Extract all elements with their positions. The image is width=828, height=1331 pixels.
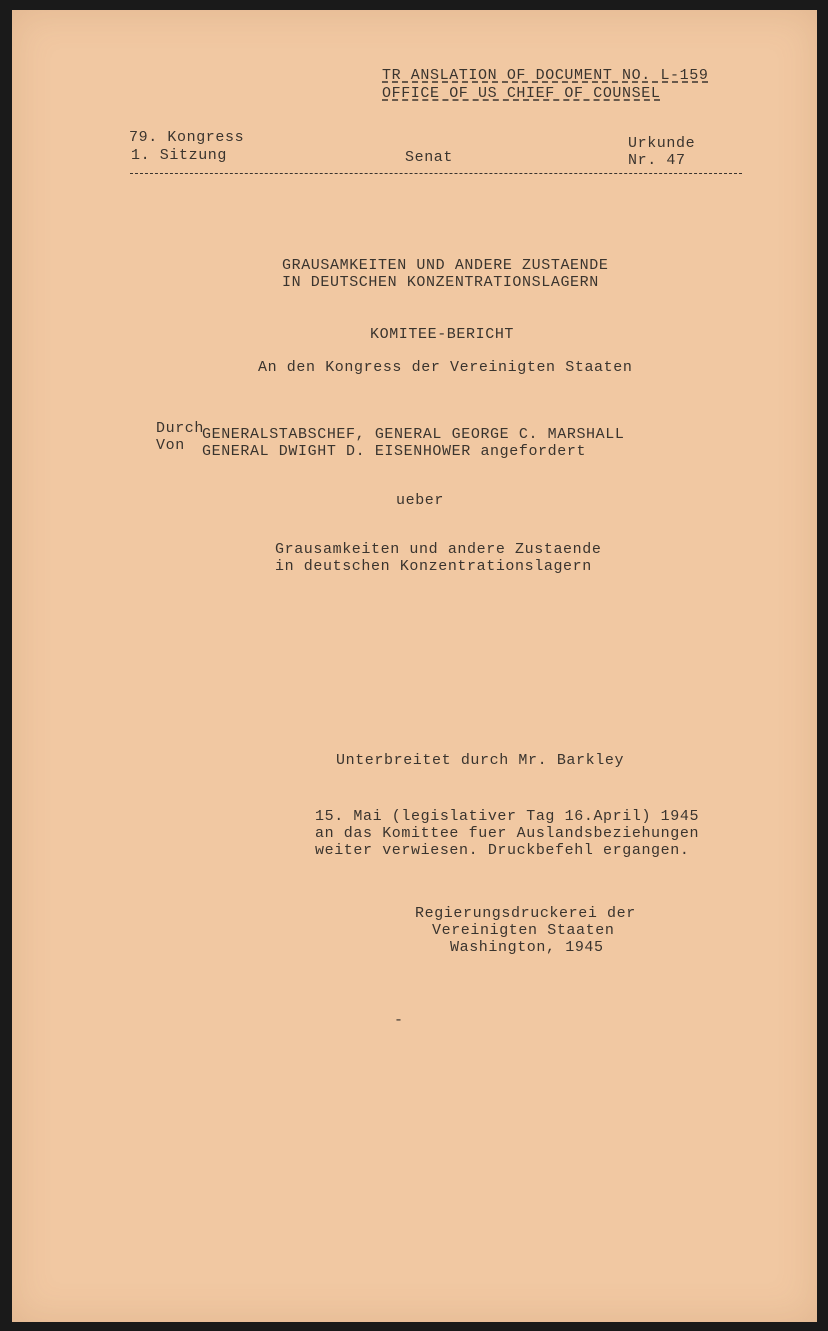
referral-line3: weiter verwiesen. Druckbefehl ergangen. [315, 842, 690, 859]
request-line1-text: GENERALSTABSCHEF, GENERAL GEORGE C. MARSHALL [202, 426, 625, 443]
header-rule [130, 173, 742, 174]
request-line2-label: Von [156, 437, 185, 454]
document-page [12, 10, 817, 1322]
session-label: 1. Sitzung [131, 147, 228, 164]
printer-line1: Regierungsdruckerei der [415, 905, 636, 922]
translation-header-line1: TR ANSLATION OF DOCUMENT NO. L-159 [382, 67, 709, 84]
subject-line2: in deutschen Konzentrationslagern [275, 558, 592, 575]
subject-line1: Grausamkeiten und andere Zustaende [275, 541, 602, 558]
footer-mark: - [394, 1012, 404, 1029]
chamber-label: Senat [405, 149, 454, 166]
request-line2-text: GENERAL DWIGHT D. EISENHOWER angefordert [202, 443, 587, 460]
translation-header-line2: OFFICE OF US CHIEF OF COUNSEL [382, 85, 661, 102]
report-recipient: An den Kongress der Vereinigten Staaten [258, 359, 633, 376]
congress-label: 79. Kongress [129, 129, 245, 146]
report-heading: KOMITEE-BERICHT [370, 326, 515, 343]
about-label: ueber [396, 492, 445, 509]
referral-line1: 15. Mai (legislativer Tag 16.April) 1945 [315, 808, 700, 825]
title-line1: GRAUSAMKEITEN UND ANDERE ZUSTAENDE [282, 257, 609, 274]
document-number: Nr. 47 [628, 152, 686, 169]
printer-line2: Vereinigten Staaten [432, 922, 615, 939]
referral-line2: an das Komittee fuer Auslandsbeziehungen [315, 825, 700, 842]
request-line1-label: Durch [156, 420, 205, 437]
submitted-by: Unterbreitet durch Mr. Barkley [336, 752, 625, 769]
document-label: Urkunde [628, 135, 696, 152]
title-line2: IN DEUTSCHEN KONZENTRATIONSLAGERN [282, 274, 599, 291]
printer-line3: Washington, 1945 [450, 939, 604, 956]
